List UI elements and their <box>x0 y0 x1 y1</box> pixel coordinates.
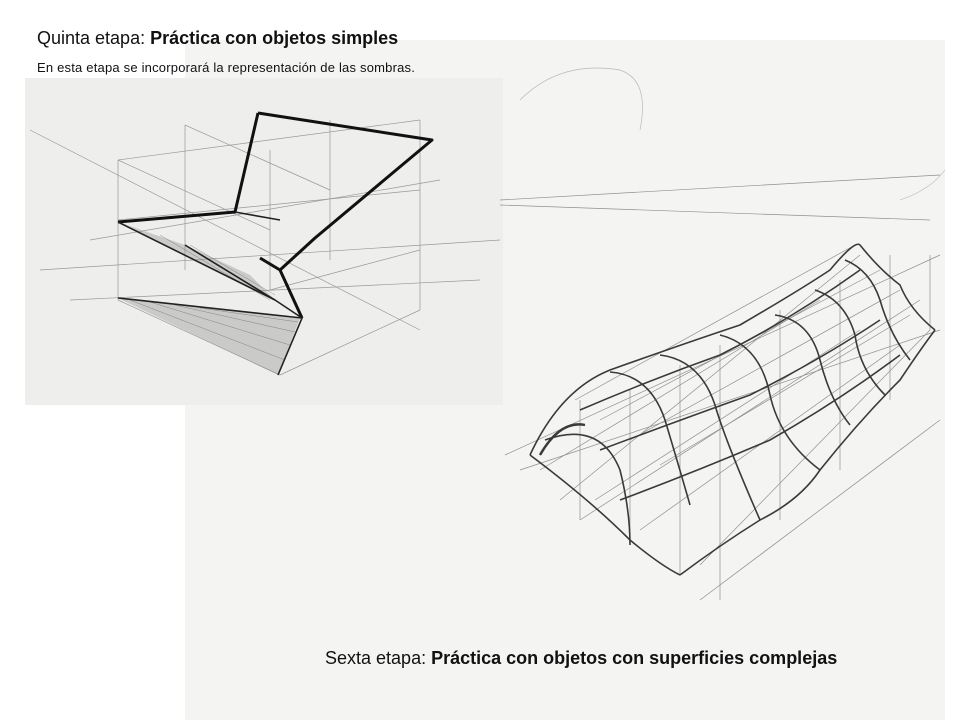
title-fifth-stage-bold: Práctica con objetos simples <box>150 28 399 48</box>
title-sixth-stage-bold: Práctica con objetos con superficies complejas <box>431 648 838 668</box>
title-sixth-stage-prefix: Sexta etapa: <box>325 648 432 668</box>
subtitle-fifth-stage: En esta etapa se incorporará la representación de las sombras. <box>37 60 416 75</box>
title-fifth-stage <box>37 28 398 49</box>
title-sixth-stage <box>325 648 837 669</box>
title-fifth-stage-prefix: Quinta etapa: <box>37 28 151 48</box>
